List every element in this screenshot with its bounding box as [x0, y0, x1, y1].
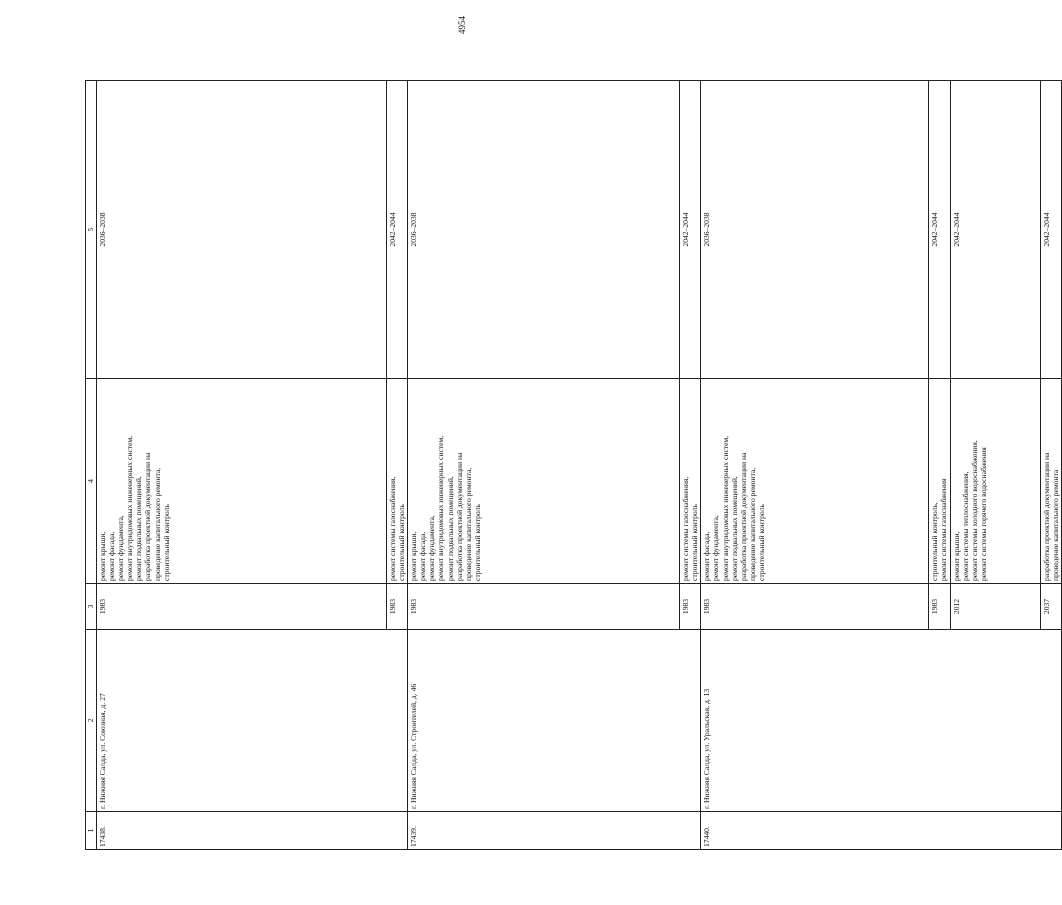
repair-schedule-table	[85, 80, 1062, 850]
address: г. Нижняя Салда, ул. Строителей, д. 46	[408, 630, 701, 812]
build-year: 1983	[408, 584, 680, 630]
work-item: строительный контроль	[756, 504, 766, 581]
table-row	[97, 81, 387, 850]
table-row	[408, 81, 680, 850]
work-item: ремонт фундамента,	[116, 515, 126, 581]
repair-period: 2036–2038	[701, 81, 929, 379]
work-item: ремонт внутридомовых инженерных систем,	[436, 435, 446, 581]
work-item: строительный контроль	[690, 504, 700, 581]
work-item: ремонт подвальных помещений,	[445, 476, 455, 581]
column-header: 1	[86, 812, 97, 850]
rotated-page	[85, 80, 1060, 850]
work-item: ремонт крыши,	[409, 531, 419, 581]
work-item: строительный контроль	[161, 504, 171, 581]
table-row	[701, 81, 929, 850]
work-item: ремонт системы теплоснабжения,	[960, 471, 970, 581]
work-item: разработка проектной документации на	[143, 452, 153, 581]
work-types	[680, 379, 701, 584]
work-item: ремонт внутридомовых инженерных систем,	[720, 435, 730, 581]
work-item: ремонт системы горячего водоснабжения	[978, 447, 988, 581]
table-header-row	[86, 81, 97, 850]
work-item: ремонт системы газоснабжения	[939, 478, 949, 581]
repair-period: 2042–2044	[680, 81, 701, 379]
work-types	[387, 379, 408, 584]
column-header: 2	[86, 630, 97, 812]
work-item: разработка проектной документации на	[1041, 452, 1051, 581]
work-item: ремонт системы холодного водоснабжения,	[969, 440, 979, 581]
work-item: ремонт фасада,	[418, 531, 428, 581]
repair-period: 2042–2044	[950, 81, 1040, 379]
column-header: 5	[86, 81, 97, 379]
work-item: проведение капитального ремонта,	[152, 467, 162, 581]
build-year: 1983	[680, 584, 701, 630]
row-number: 17440.	[701, 812, 1061, 850]
repair-period: 2036–2038	[408, 81, 680, 379]
work-item: разработка проектной документации на	[738, 452, 748, 581]
work-item: ремонт подвальных помещений,	[134, 476, 144, 581]
work-item: ремонт системы газоснабжения,	[388, 476, 397, 581]
repair-period: 2042–2044	[1040, 81, 1061, 379]
work-item: проведение капитального ремонта,	[747, 467, 757, 581]
row-number: 17439.	[408, 812, 701, 850]
repair-period: 2036–2038	[97, 81, 387, 379]
work-item: строительный контроль	[397, 504, 407, 581]
build-year: 1983	[97, 584, 387, 630]
work-item: ремонт фундамента,	[427, 515, 437, 581]
work-item: строительный контроль,	[930, 502, 940, 581]
build-year: 2037	[1040, 584, 1061, 630]
build-year: 1983	[387, 584, 408, 630]
work-types	[1040, 379, 1061, 584]
work-types	[701, 379, 929, 584]
address: г. Нижняя Салда, ул. Уральская, д. 13	[701, 630, 1061, 812]
work-item: ремонт внутридомовых инженерных систем,	[125, 435, 135, 581]
work-item: ремонт фундамента,	[711, 515, 721, 581]
work-item: ремонт подвальных помещений,	[729, 476, 739, 581]
page-number: 4954	[457, 16, 467, 34]
work-item: ремонт фасада,	[107, 531, 117, 581]
work-item: ремонт крыши,	[98, 531, 107, 581]
column-header: 4	[86, 379, 97, 584]
work-types	[929, 379, 950, 584]
work-item: проведение капитального ремонта,	[463, 467, 473, 581]
work-item: разработка проектной документации на	[454, 452, 464, 581]
repair-period: 2042–2044	[929, 81, 950, 379]
work-item: проведение капитального ремонта	[1050, 469, 1060, 581]
work-item: ремонт системы газоснабжения,	[681, 476, 691, 581]
row-number: 17438.	[97, 812, 408, 850]
work-types	[950, 379, 1040, 584]
build-year: 2012	[950, 584, 1040, 630]
work-types	[97, 379, 387, 584]
address: г. Нижняя Салда, ул. Союзная, д. 27	[97, 630, 408, 812]
work-types	[408, 379, 680, 584]
build-year: 1983	[701, 584, 929, 630]
build-year: 1983	[929, 584, 950, 630]
column-header: 3	[86, 584, 97, 630]
repair-period: 2042–2044	[387, 81, 408, 379]
work-item: ремонт крыши,	[951, 531, 961, 581]
work-item: строительный контроль	[472, 504, 482, 581]
work-item: ремонт фасада,	[702, 531, 712, 581]
